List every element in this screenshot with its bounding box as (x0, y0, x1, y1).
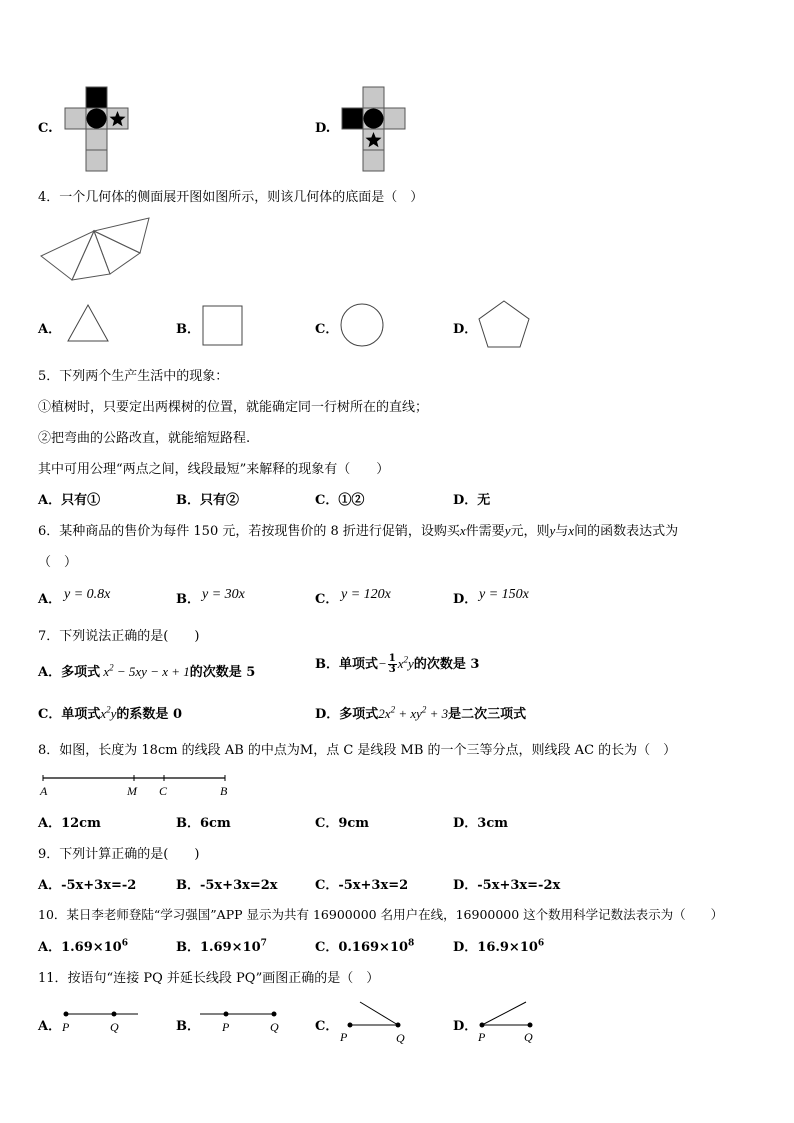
q6-option-b-formula: y = 30x (202, 587, 245, 602)
circle-icon (87, 109, 107, 129)
point-label-b: B (220, 784, 228, 798)
q10-option-b-exponent: 7 (260, 938, 267, 949)
q10-option-b-base: B．1.69×10 (176, 940, 261, 955)
q11-option-a-figure (58, 1004, 142, 1036)
var-x: x (568, 523, 575, 538)
q9-option-b: B．-5x+3x=2x (176, 878, 278, 893)
point-label-m: M (127, 784, 137, 798)
q6-answer-bracket: （ ） (38, 555, 78, 570)
q8-option-c: C．9cm (315, 816, 370, 831)
q8-option-b: B．6cm (176, 816, 231, 831)
q11-option-d-figure (474, 999, 554, 1045)
fraction-numerator: 1 (388, 653, 396, 664)
q10-option-d-base: D．16.9×10 (453, 940, 538, 955)
q11-option-c-figure (336, 999, 416, 1045)
q11-option-d-label: D． (453, 1019, 478, 1034)
fraction (388, 654, 397, 675)
q5-item-2: ②把弯曲的公路改直，就能缩短路程. (38, 431, 251, 446)
q4-option-c-label: C． (315, 322, 339, 337)
q10-option-b (176, 936, 267, 955)
var-x: x (459, 523, 466, 538)
q6-option-d-formula: y = 150x (479, 587, 529, 602)
q10-option-c-exponent: 8 (408, 938, 415, 949)
q6-option-a-label: A． (38, 592, 62, 607)
point-label-p: P (222, 1020, 230, 1034)
q7-option-a-text: 的次数是 5 (189, 665, 256, 680)
point-label-q: Q (396, 1031, 405, 1045)
q7-option-d-text: 是二次三项式 (448, 707, 527, 722)
triangle-shape (65, 303, 111, 345)
q10-option-d (453, 936, 544, 955)
q6-option-c-formula: y = 120x (341, 587, 391, 602)
q7-option-d-text: D．多项式 (315, 707, 379, 722)
point-label-p: P (62, 1020, 70, 1034)
q6-stem-part: 件需要 (465, 524, 505, 539)
pentagon-shape (477, 299, 533, 351)
q7-option-b: B．单项式− $\frac{1}{3}$ $x^2y$的次数是 3 (315, 653, 480, 675)
q5-option-a: A．只有① (38, 493, 101, 508)
q6-stem-part: 与 (555, 524, 569, 539)
q7-option-b-text: B．单项式 (315, 657, 378, 672)
q8-stem: 8．如图，长度为 18cm 的线段 AB 的中点为M，点 C 是线段 MB 的一个三等分点，则线段 AC 的长为（ ） (38, 743, 677, 758)
point-label-q: Q (270, 1020, 279, 1034)
q10-option-c (315, 936, 414, 955)
point-label-c: C (159, 784, 168, 798)
q8-segment-figure (38, 772, 238, 800)
q6-stem-part: 间的函数表达式为 (574, 524, 679, 539)
q7-stem: 7．下列说法正确的是( ) (38, 629, 200, 644)
q5-option-c: C．①② (315, 493, 365, 508)
q10-option-c-base: C．0.169×10 (315, 940, 409, 955)
q11-stem: 11．按语句“连接 PQ 并延长线段 PQ”画图正确的是（ ） (38, 971, 380, 986)
q9-option-d: D．-5x+3x=-2x (453, 878, 561, 893)
q4-lateral-net-figure (38, 214, 153, 284)
q3-option-c-cube-net (64, 86, 132, 174)
q10-option-d-exponent: 6 (537, 938, 545, 949)
q10-option-a-base: A．1.69×10 (38, 940, 122, 955)
square-shape (201, 304, 245, 348)
q9-option-c: C．-5x+3x=2 (315, 878, 409, 893)
q3-option-c-label: C. (38, 121, 53, 136)
q9-option-a: A．-5x+3x=-2 (38, 878, 137, 893)
circle-shape (339, 302, 385, 348)
q7-option-d: D．多项式$2x^2 + xy^2 + 3$是二次三项式 (315, 704, 527, 722)
point-label-a: A (40, 784, 48, 798)
q6-stem (38, 520, 678, 539)
q4-option-d-label: D． (453, 322, 478, 337)
q4-stem: 4．一个几何体的侧面展开图如图所示，则该几何体的底面是（ ） (38, 190, 424, 205)
q10-option-a (38, 936, 128, 955)
q6-stem-part: 6．某种商品的售价为每件 150 元，若按现售价的 8 折进行促销，设购买 (38, 524, 460, 539)
point-label-p: P (340, 1030, 348, 1044)
point-label-q: Q (524, 1030, 533, 1044)
circle-icon (364, 109, 384, 129)
q5-question: 其中可用公理“两点之间，线段最短”来解释的现象有（ ） (38, 462, 390, 477)
q6-option-d-label: D． (453, 592, 478, 607)
q5-stem: 5．下列两个生产生活中的现象： (38, 369, 229, 384)
var-y: y (504, 523, 511, 538)
fraction-denominator: 3 (388, 664, 396, 675)
q7-option-c: C．单项式$x^2y$的系数是 0 (38, 704, 182, 722)
q6-option-a-formula: y = 0.8x (64, 587, 111, 602)
q7-option-c-text: 的系数是 0 (116, 707, 182, 722)
q11-option-c-label: C． (315, 1019, 339, 1034)
q11-option-b-label: B． (176, 1019, 200, 1034)
q3-option-d-label: D. (315, 121, 331, 136)
var-y: y (549, 523, 556, 538)
q3-option-d-cube-net (341, 86, 409, 174)
q4-option-a-label: A． (38, 322, 62, 337)
q6-option-c-label: C． (315, 592, 339, 607)
point-label-p: P (478, 1030, 486, 1044)
q11-option-b-figure (196, 1004, 286, 1036)
q7-option-a-text: A．多项式 (38, 665, 101, 680)
q11-option-a-label: A． (38, 1019, 62, 1034)
q10-option-a-exponent: 6 (121, 938, 128, 949)
q8-option-a: A．12cm (38, 816, 101, 831)
q7-option-a: A．多项式 $x^2 - 5xy - x + 1$的次数是 5 (38, 662, 256, 680)
q10-stem: 10．某日李老师登陆“学习强国”APP 显示为共有 16900000 名用户在线，16900000 这个数用科学记数法表示为（ ） (38, 907, 724, 922)
q5-option-d: D．无 (453, 493, 491, 508)
q5-item-1: ①植树时，只要定出两棵树的位置，就能确定同一行树所在的直线； (38, 400, 429, 415)
q9-stem: 9．下列计算正确的是( ) (38, 847, 200, 862)
q6-stem-part: 元，则 (510, 524, 550, 539)
q4-option-b-label: B． (176, 322, 200, 337)
q7-option-b-text: 的次数是 3 (413, 657, 480, 672)
q7-option-c-text: C．单项式 (38, 707, 101, 722)
point-label-q: Q (110, 1020, 119, 1034)
q8-option-d: D．3cm (453, 816, 508, 831)
q6-option-b-label: B． (176, 592, 200, 607)
q5-option-b: B．只有② (176, 493, 239, 508)
